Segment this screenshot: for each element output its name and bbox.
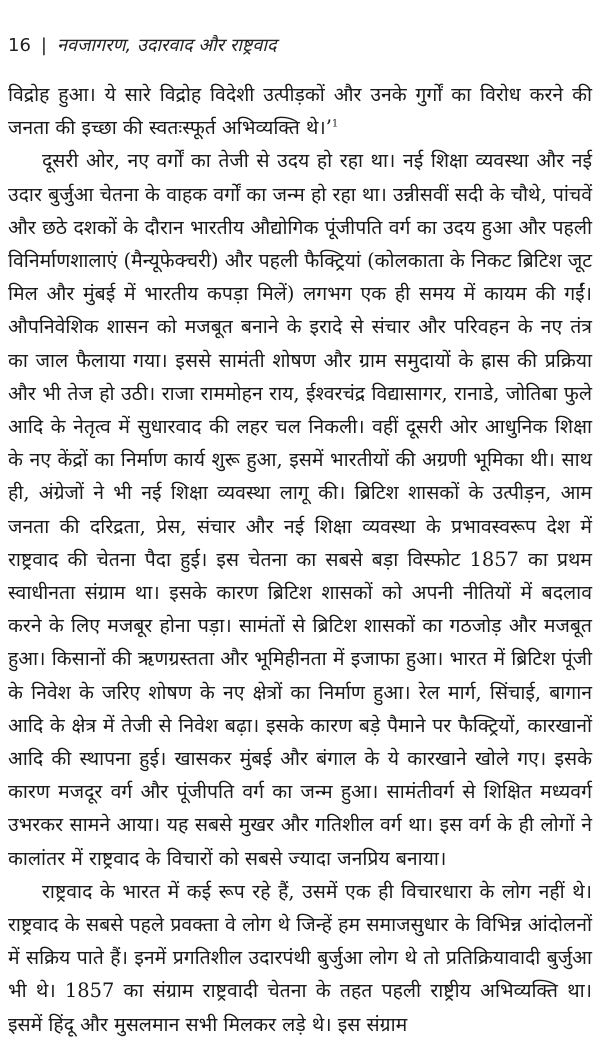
paragraph: राष्ट्रवाद के भारत में कई रूप रहे हैं, उसमें एक ही विचारधारा के लोग नहीं थे। राष्ट्रवाद के सबसे पहले प्रवक्ता वे लोग थे जिन्हें हम समाजसुधार के विभिन्न आंदोलनों में सक्रिय पाते हैं। इनमें प्रगतिशील उदारपंथी बुर्जुआ लोग थे तो प्रतिक्रियावादी बुर्जुआ भी थे। 1857 का संग्राम राष्ट्रवादी चेतना के तहत पहली राष्ट्रीय अभिव्यक्ति था। इसमें हिंदू और मुसलमान सभी मिलकर लड़े थे। इस संग्राम — [8, 879, 592, 1036]
page-number: 16 — [8, 34, 31, 56]
footnote-reference: 1 — [331, 118, 339, 130]
body-text — [8, 78, 592, 1041]
header-separator: | — [40, 34, 47, 56]
paragraph: दूसरी ओर, नए वर्गों का तेजी से उदय हो रहा था। नई शिक्षा व्यवस्था और नई उदार बुर्जुआ चेतना के वाहक वर्गों का जन्म हो रहा था। उन्नीसवीं सदी के चौथे, पांचवें और छठे दशकों के दौरान भारतीय औद्योगिक पूंजीपति वर्ग का उदय हुआ और पहली विनिर्माणशालाएं (मैन्यूफेक्चरी) और पहली फैक्ट्रियां (कोलकाता के निकट ब्रिटिश जूट मिल और मुंबई में भारतीय कपड़ा मिलें) लगभग एक ही समय में कायम की गईं। औपनिवेशिक शासन को मजबूत बनाने के इरादे से संचार और परिवहन के नए तंत्र का जाल फैलाया गया। इससे सामंती शोषण और ग्राम समुदायों के ह्रास की प्रक्रिया और भी तेज हो उठी। राजा राममोहन राय, ईश्वरचंद्र विद्यासागर, रानाडे, जोतिबा फुले आदि के नेतृत्व में सुधारवाद की लहर चल निकली। वहीं दूसरी ओर आधुनिक शिक्षा के नए केंद्रों का निर्माण कार्य शुरू हुआ, इसमें भारतीयों की अग्रणी भूमिका थी। साथ ही, अंग्रेजों ने भी नई शिक्षा व्यवस्था लागू की। ब्रिटिश शासकों के उत्पीड़न, आम जनता की दरिद्रता, प्रेस, संचार और नई शिक्षा व्यवस्था के प्रभावस्वरूप देश में राष्ट्रवाद की चेतना पैदा हुई। इस चेतना का सबसे बड़ा विस्फोट 1857 का प्रथम स्वाधीनता संग्राम था। इसके कारण ब्रिटिश शासकों को अपनी नीतियों में बदलाव करने के लिए मजबूर होना पड़ा। सामंतों से ब्रिटिश शासकों का गठजोड़ और मजबूत हुआ। किसानों की ऋणग्रस्तता और भूमिहीनता में इजाफा हुआ। भारत में ब्रिटिश पूंजी के निवेश के जरिए शोषण के नए क्षेत्रों का निर्माण हुआ। रेल मार्ग, सिंचाई, बागान आदि के क्षेत्र में तेजी से निवेश बढ़ा। इसके कारण बड़े पैमाने पर फैक्ट्रियों, कारखानों आदि की स्थापना हुई। खासकर मुंबई और बंगाल के ये कारखाने खोले गए। इसके कारण मजदूर वर्ग और पूंजीपति वर्ग का जन्म हुआ। सामंतीवर्ग से शिक्षित मध्यवर्ग उभरकर सामने आया। यह सबसे मुखर और गतिशील वर्ग था। इस वर्ग के ही लोगों ने कालांतर में राष्ट्रवाद के विचारों को सबसे ज्यादा जनप्रिय बनाया। — [8, 149, 592, 870]
running-header — [8, 34, 592, 56]
paragraph-continuation — [8, 78, 592, 144]
paragraph-text: विद्रोह हुआ। ये सारे विद्रोह विदेशी उत्पीड़कों और उनके गुर्गों का विरोध करने की जनता की इच्छा की स्वतःस्फूर्त अभिव्यक्ति थे।’ — [8, 83, 592, 140]
book-title: नवजागरण, उदारवाद और राष्ट्रवाद — [56, 35, 277, 56]
